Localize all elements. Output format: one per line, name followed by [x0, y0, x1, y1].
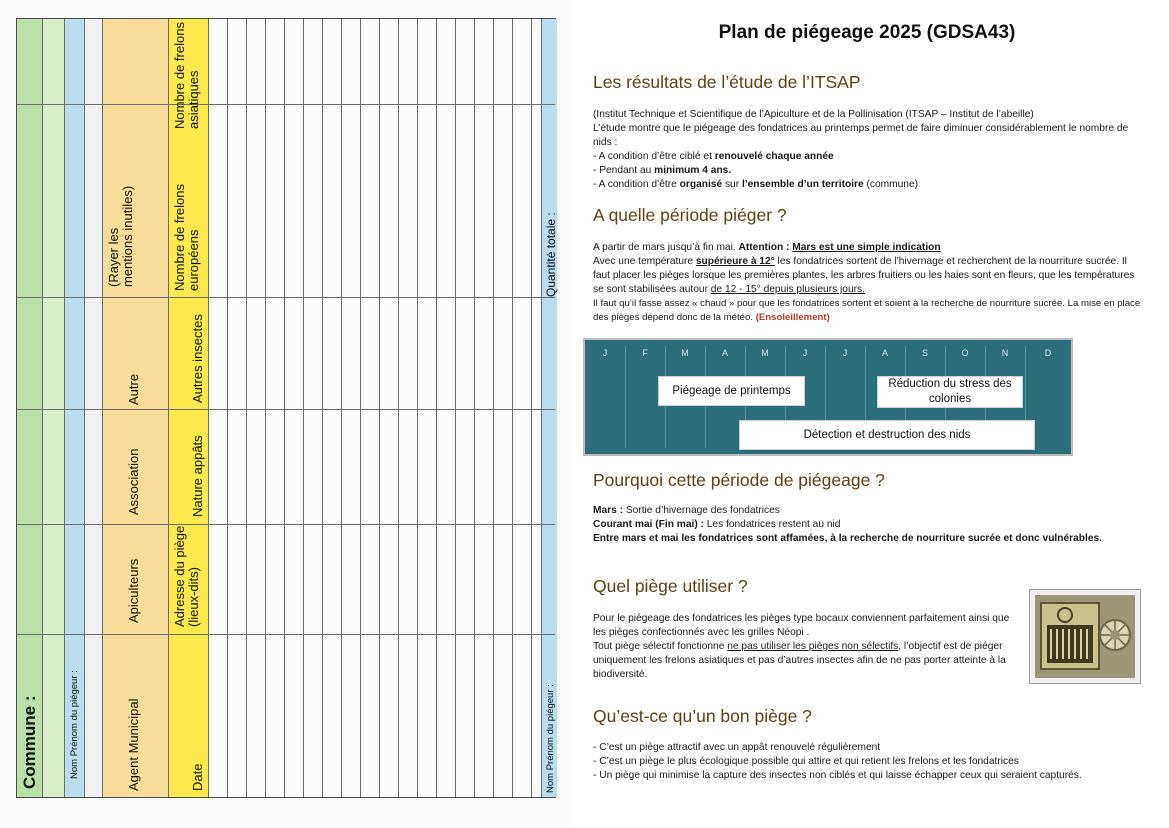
trapping-timeline	[583, 338, 1073, 456]
entry-column[interactable]	[513, 19, 532, 797]
spring-trapping-box: Piégeage de printemps	[658, 376, 805, 406]
month-dec: D	[1044, 348, 1052, 358]
entry-column[interactable]	[342, 19, 361, 797]
strike-note-label: (Rayer les mentions inutiles)	[106, 185, 135, 287]
section-body-which-trap	[593, 612, 1018, 682]
entry-column[interactable]	[323, 19, 342, 797]
month-jul: J	[842, 348, 848, 358]
trap-line-2: Tout piège sélectif fonctionne ne pas utiliser les pièges non sélectifs, l’objectif est de piéger uniquement les frelons asiatiques et pas d’autres insectes afin de ne pas porter atteinte à la biodiversité.	[593, 641, 1006, 680]
study-line-2: L’étude montre que le piégeage des fondatrices au printemps permet de faire diminuer considérablement le nombre de nids :	[593, 123, 1129, 148]
entry-column[interactable]	[456, 19, 475, 797]
month-nov: N	[1001, 348, 1009, 358]
document-title: Plan de piégeage 2025 (GDSA43)	[718, 22, 1016, 43]
good-trap-bullet-3: - Un piège qui minimise la capture des insectes non ciblés et qui laisse échapper ceux qui seraient capturés.	[593, 770, 1082, 781]
info-page	[574, 0, 1169, 828]
section-body-why	[593, 504, 1113, 546]
why-line-1: Mars : Sortie d’hivernage des fondatrices	[593, 505, 780, 516]
total-column	[542, 19, 557, 797]
good-trap-bullet-1: - C’est un piège attractif avec un appât renouvelé régulièrement	[593, 742, 881, 753]
good-trap-bullet-2: - C’est un piège le plus écologique possible qui attire et qui retient les frelons et les fondatrices	[593, 756, 1019, 767]
month-aug: A	[881, 348, 888, 358]
study-bullet-3: - A condition d’être organisé sur l’ensemble d’un territoire (commune)	[593, 179, 919, 190]
column-header-date: Date	[190, 763, 205, 791]
column-header-european-hornets: Nombre de frelons européens	[172, 184, 201, 291]
commune-column	[17, 19, 43, 797]
trap-line-1: Pour le piégeage des fondatrices les pièges type bocaux conviennent parfaitement ainsi que les pièges confectionnés avec les grilles Néopi .	[593, 613, 1010, 638]
column-header-address: Adresse du piège (lieux-dits)	[172, 525, 201, 627]
month-jan: J	[602, 348, 608, 358]
period-line-3: Il faut qu’il fasse assez « chaud » pour que les fondatrices sortent et soient à la recherche de nourriture sucrée. La mise en place des pièges dépend donc de la météo. (Ensoleillement)	[593, 298, 1141, 323]
trap-photo	[1029, 589, 1141, 684]
study-bullet-1: - A condition d’être ciblé et renouvelé chaque année	[593, 151, 834, 162]
entry-column[interactable]	[228, 19, 247, 797]
total-quantity-label: Quantité totale :	[544, 212, 558, 297]
study-line-1: (Institut Technique et Scientifique de l’Apiculture et de la Pollinisation (ITSAP – Institut de l’abeille)	[593, 109, 1034, 120]
section-heading-study: Les résultats de l’étude de l’ITSAP	[593, 72, 861, 92]
row-separator	[17, 524, 555, 525]
month-mar: M	[681, 348, 689, 358]
period-line-1: A partir de mars jusqu’à fin mai. Attention : Mars est une simple indication	[593, 242, 941, 253]
column-header-asian-hornets: Nombre de frelons asiatiques	[172, 22, 201, 129]
entry-column[interactable]	[437, 19, 456, 797]
role-agent-label[interactable]: Agent Municipal	[126, 698, 141, 791]
column-header-other-insects: Autres insectes	[190, 314, 205, 403]
month-apr: A	[721, 348, 728, 358]
entry-column[interactable]	[418, 19, 437, 797]
commune-column-2	[43, 19, 65, 797]
spacer-column	[85, 19, 103, 797]
column-header-bait: Nature appâts	[190, 435, 205, 517]
row-separator	[17, 297, 555, 298]
entry-column[interactable]	[361, 19, 380, 797]
role-column	[103, 19, 169, 797]
study-bullet-2: - Pendant au minimum 4 ans.	[593, 165, 732, 176]
why-line-3: Entre mars et mai les fondatrices sont affamées, à la recherche de nourriture sucrée et donc vulnérables.	[593, 533, 1103, 544]
entry-column[interactable]	[247, 19, 266, 797]
entry-column[interactable]	[494, 19, 513, 797]
period-line-2: Avec une température supérieure à 12° les fondatrices sortent de l’hivernage et recherchent de la nourriture sucrée. Il faut placer les pièges lorsque les premières plantes, les arbres fruitiers ou les haies sont en fleurs, que les températures se sont stabilisées autour de 12 - 15° depuis plusieurs jours.	[593, 256, 1135, 295]
entry-column[interactable]	[380, 19, 399, 797]
entry-column[interactable]	[475, 19, 494, 797]
section-body-study	[593, 108, 1141, 192]
trapping-form-grid	[16, 18, 556, 798]
section-heading-period: A quelle période piéger ?	[593, 205, 787, 225]
trapping-form-page	[0, 0, 572, 828]
month-jun: J	[802, 348, 808, 358]
section-heading-why: Pourquoi cette période de piégeage ?	[593, 470, 885, 490]
role-beekeeper-label[interactable]: Apiculteurs	[126, 558, 141, 623]
trapper-name-label-bottom: Nom Prénom du piégeur :	[545, 684, 556, 793]
section-body-good-trap	[593, 741, 1123, 783]
section-heading-good-trap: Qu’est-ce qu’un bon piège ?	[593, 706, 812, 726]
entry-column[interactable]	[266, 19, 285, 797]
role-other-label[interactable]: Autre	[126, 373, 141, 405]
header-column	[169, 19, 209, 797]
stress-reduction-box: Réduction du stress des colonies	[877, 376, 1023, 408]
trap-grid-image	[1035, 595, 1135, 678]
entry-column[interactable]	[399, 19, 418, 797]
month-oct: O	[961, 348, 969, 358]
month-sep: S	[921, 348, 928, 358]
entry-column[interactable]	[532, 19, 542, 797]
commune-label: Commune :	[20, 695, 39, 789]
row-separator	[17, 409, 555, 410]
row-separator	[17, 634, 555, 635]
entry-column[interactable]	[285, 19, 304, 797]
section-heading-which-trap: Quel piège utiliser ?	[593, 576, 748, 596]
trapper-name-label: Nom Prénom du piégeur :	[69, 670, 80, 779]
role-association-label[interactable]: Association	[126, 448, 141, 515]
section-body-period	[593, 241, 1141, 325]
entry-column[interactable]	[209, 19, 228, 797]
month-feb: F	[642, 348, 648, 358]
nest-detection-box: Détection et destruction des nids	[739, 420, 1035, 450]
row-separator	[17, 104, 555, 105]
why-line-2: Courant mai (Fin mai) : Les fondatrices restent au nid	[593, 519, 841, 530]
entry-column[interactable]	[304, 19, 323, 797]
month-may: M	[761, 348, 769, 358]
